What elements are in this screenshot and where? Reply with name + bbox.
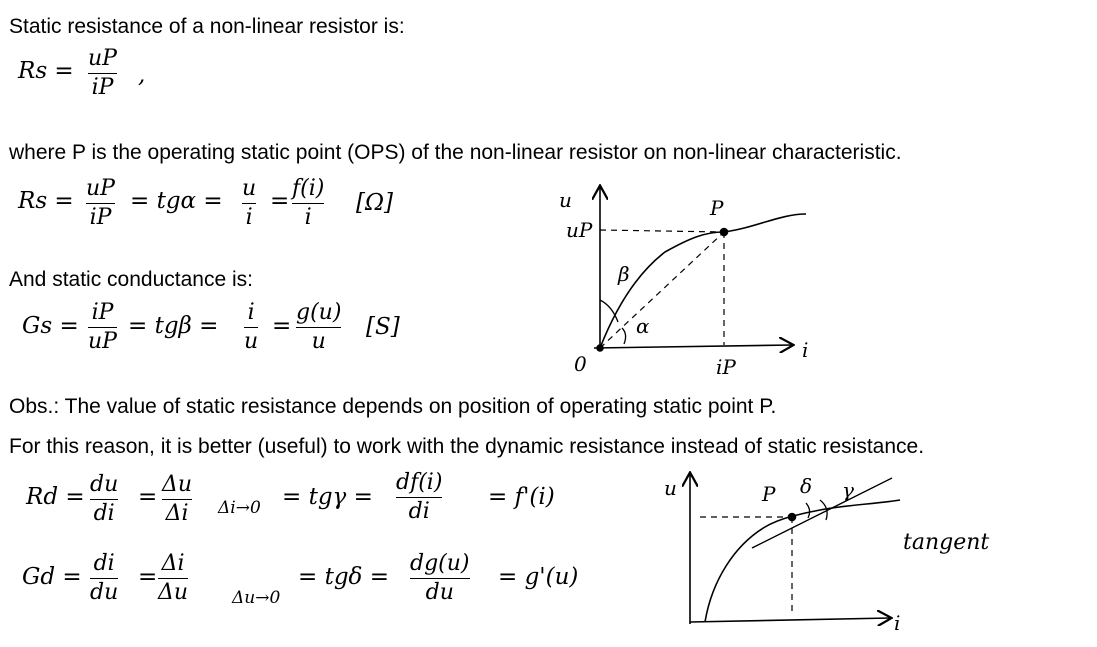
graph1-x-axis [594,345,792,348]
gd-result: = g'(u) [498,564,579,590]
graph1-up-label: uP [566,218,593,242]
gd-f3-den: du [425,580,454,605]
rd-lhs: Rd = [26,484,85,510]
gd-lhs: Gd = [22,564,82,590]
rd-f2-num: Δu [162,472,193,497]
rs2-eq: = [270,188,290,214]
rs2-f3-den: i [304,205,312,230]
rs2-f3-num: f(i) [292,176,325,201]
rd-eq-1: = [138,484,158,510]
gd-tg: = tgδ = [298,564,389,590]
gd-eq-1: = [138,564,158,590]
text-line-3: And static conductance is: [9,268,253,291]
graph1-beta-label: β [618,262,630,286]
gs-f2-den: u [244,329,259,354]
graph1-beta-arc [600,300,618,322]
graph1-alpha-arc [622,328,626,344]
graph1-point-p-marker [721,229,728,236]
graph1-y-label: u [559,188,572,212]
rs2-unit: [Ω] [356,190,394,216]
graph-2 [690,474,900,624]
gd-f3-num: dg(u) [410,551,470,576]
graph2-characteristic-curve [705,500,900,622]
gs-f1-num: iP [91,300,114,325]
graph1-origin-label: 0 [574,352,587,376]
rd-result: = f'(i) [488,484,555,510]
rs-tail: , [138,62,146,88]
graph1-secant [600,232,724,348]
gd-f2-den: Δu [158,580,189,605]
rs2-lhs: Rs = [18,188,74,214]
rs-lhs: Rs = [18,58,74,84]
text-line-2: where P is the operating static point (OPS) of the non-linear resistor on non-linear characteristic. [9,141,902,164]
graph1-ip-label: iP [716,355,736,379]
rd-f3-num: df(i) [396,470,443,495]
graph2-tangent-label: tangent [903,530,990,555]
rs-num: uP [88,46,117,71]
graph1-characteristic-curve [600,214,806,348]
gd-f1-den: du [90,580,119,605]
gd-f2-num: Δi [161,551,185,576]
graph2-delta-label: δ [800,474,813,498]
gs-eq: = [272,313,292,339]
graph2-point-label: P [762,482,776,506]
graph2-x-label: i [894,611,901,635]
text-line-1: Static resistance of a non-linear resistor is: [9,15,405,38]
gd-f1-num: di [93,551,115,576]
text-line-4: Obs.: The value of static resistance depends on position of operating static point P. [9,395,777,418]
text-line-5: For this reason, it is better (useful) to work with the dynamic resistance instead of static resistance. [9,435,925,458]
rd-f3-den: di [408,499,430,524]
rd-limit: Δi→0 [218,498,261,518]
rd-f1-den: di [93,501,115,526]
gs-lhs: Gs = [22,313,79,339]
gs-f2-num: i [247,300,255,325]
rs2-f1-num: uP [86,176,115,201]
graph2-x-axis [690,618,890,622]
rs2-tg: = tgα = [130,188,223,214]
graph1-point-label: P [710,196,724,220]
graph2-delta-arc [806,503,810,518]
graph2-point-p-marker [789,514,796,521]
rs2-f2-den: i [245,205,253,230]
graph1-up-dashed [600,230,724,232]
rs2-f1-den: iP [89,205,112,230]
gs-f3-num: g(u) [296,300,342,325]
graph1-origin-marker [597,345,603,351]
gs-f1-den: uP [88,329,117,354]
rd-f2-den: Δi [165,501,189,526]
gs-unit: [S] [366,314,400,340]
gs-f3-den: u [311,329,326,354]
graph1-alpha-label: α [636,314,650,338]
rd-f1-num: du [90,472,119,497]
rs2-f2-num: u [242,176,257,201]
graph2-y-label: u [664,476,677,500]
graph1-x-label: i [802,338,809,362]
rd-tg: = tgγ = [282,484,373,510]
gd-limit: Δu→0 [232,588,281,608]
graph2-gamma-label: γ [842,478,854,502]
rs-den: iP [91,75,114,100]
gs-tg: = tgβ = [128,313,219,339]
